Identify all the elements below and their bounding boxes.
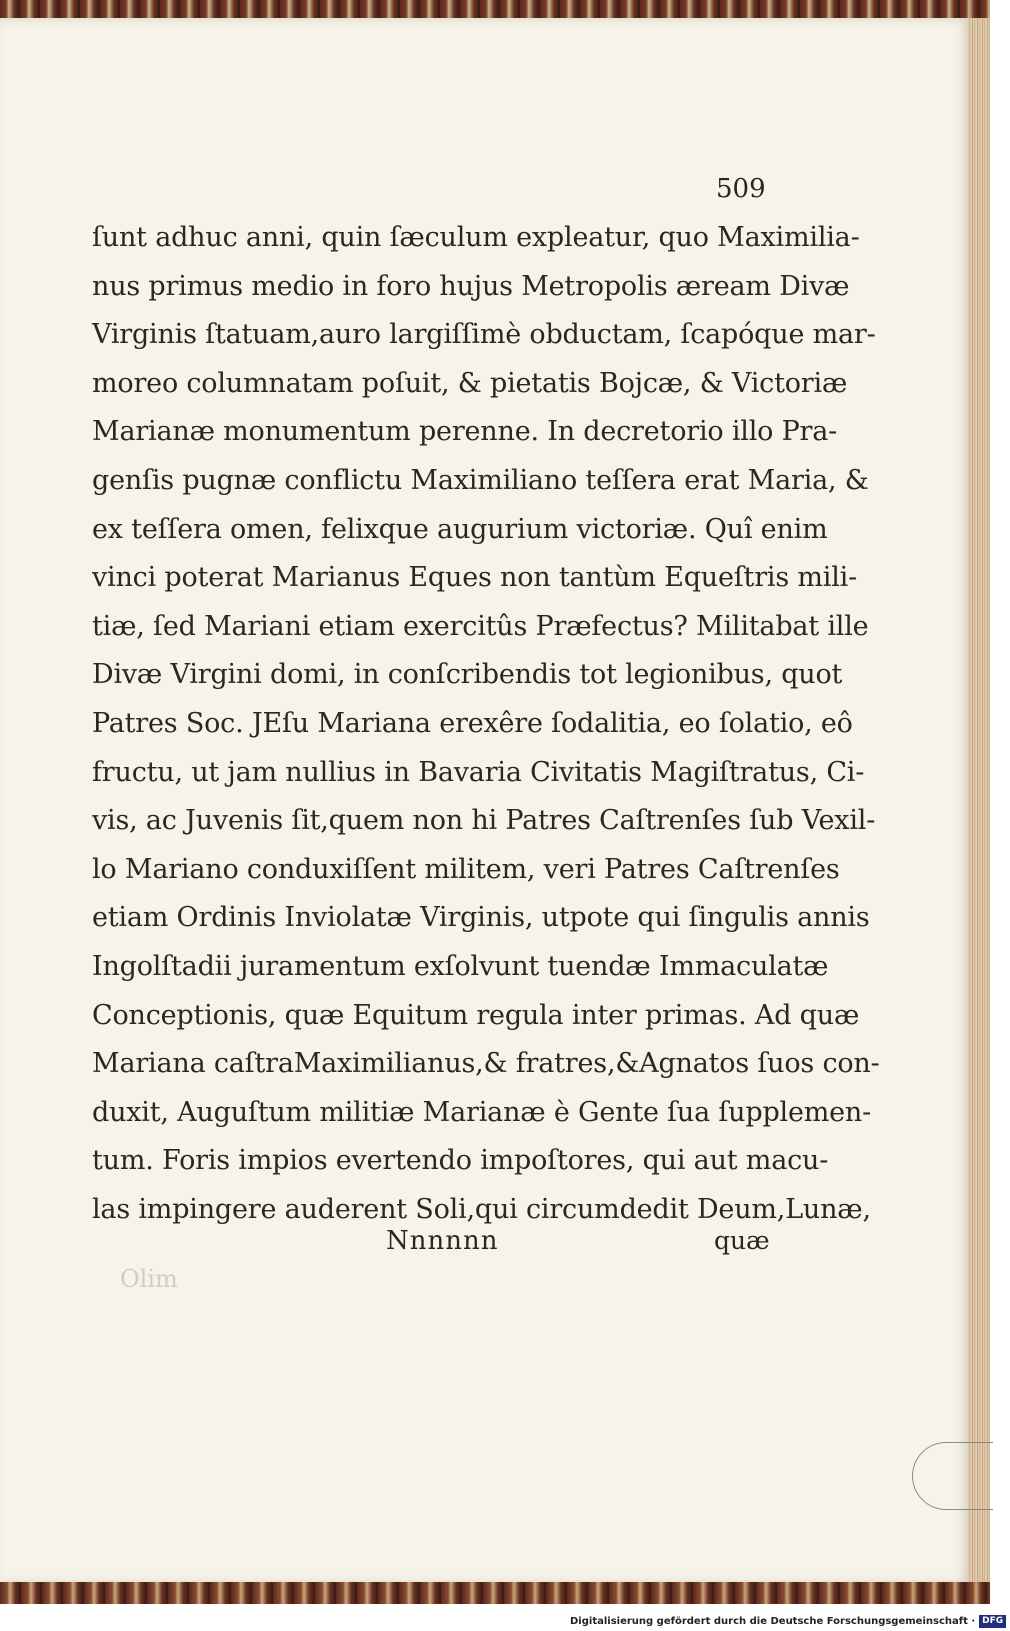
page-number: 509 [716,174,766,204]
scan-margin [990,0,1000,1631]
text-line: genſis pugnæ conflictu Maximiliano teſſera erat Maria, & [92,464,869,496]
bottom-binding-border [0,1582,990,1604]
text-line: etiam Ordinis Inviolatæ Virginis, utpote qui ſingulis annis [92,902,870,934]
text-line: nus primus medio in foro hujus Metropolis æream Divæ [92,270,850,302]
text-line: tum. Foris impios evertendo impoſtores, qui aut macu- [92,1145,829,1177]
text-line: Ingolſtadii juramentum exſolvunt tuendæ Immaculatæ [92,950,829,982]
text-line: tiæ, ſed Mariani etiam exercitûs Præfectus? Militabat ille [92,610,869,642]
text-line: las impingere auderent Soli,qui circumdedit Deum,Lunæ, [92,1193,871,1225]
text-line: fructu, ut jam nullius in Bavaria Civitatis Magiſtratus, Ci- [92,756,865,788]
dfg-logo: DFG [979,1615,1006,1628]
page-edge [968,18,990,1584]
text-line: lo Mariano conduxiſſent militem, veri Patres Caſtrenſes [92,853,840,885]
text-line: ſunt adhuc anni, quin ſæculum expleatur, quo Maximilia- [92,222,860,253]
scanner-glass-edge [912,1442,993,1510]
text-line: Marianæ monumentum perenne. In decretorio illo Pra- [92,416,838,448]
text-line: ex teſſera omen, felixque augurium victoriæ. Quî enim [92,513,828,545]
text-line: vis, ac Juvenis ſit,quem non hi Patres Caſtrenſes ſub Vexil- [92,805,876,837]
text-line: moreo columnatam poſuit, & pietatis Bojcæ, & Victoriæ [92,367,848,399]
text-line: Divæ Virgini domi, in conſcribendis tot legionibus, quot [92,659,843,691]
text-line: Mariana caſtraMaximilianus,& fratres,&Agnatos ſuos con- [92,1048,880,1080]
footer-text: Digitalisierung gefördert durch die Deutsche Forschungsgemeinschaft · [570,1616,976,1627]
digitization-footer [570,1612,1004,1631]
top-binding-border [0,0,990,20]
signature-mark: Nnnnnn [386,1226,499,1256]
catchword: quæ [714,1226,770,1255]
bleed-through-text: Olim [120,1265,178,1293]
text-line: Conceptionis, quæ Equitum regula inter primas. Ad quæ [92,999,860,1031]
text-line: Patres Soc. JEſu Mariana erexêre ſodalitia, eo ſolatio, eô [92,707,853,739]
text-line: Virginis ſtatuam,auro largiſſimè obductam, ſcapóque mar- [92,319,876,351]
text-line: vinci poterat Marianus Eques non tantùm Equeſtris mili- [92,562,858,594]
text-line: duxit, Auguſtum militiæ Marianæ è Gente ſua ſupplemen- [92,1096,872,1128]
body-text [92,214,880,1234]
